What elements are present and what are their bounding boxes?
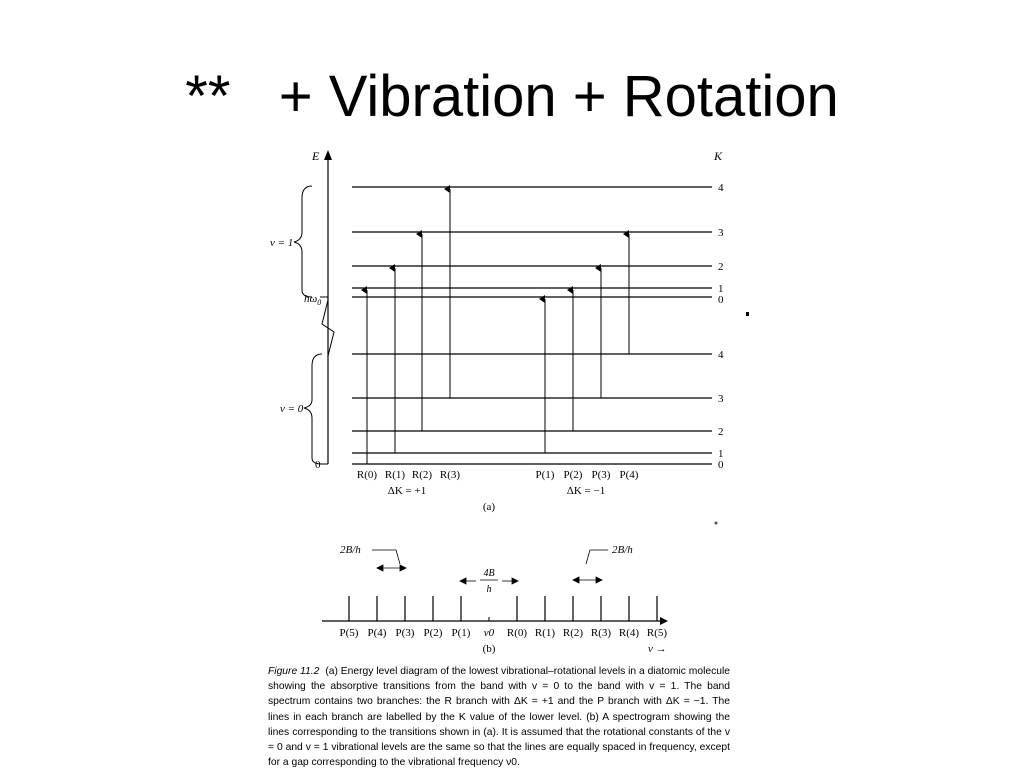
spectral-line-labels bbox=[340, 627, 668, 639]
spacing-left-label: 2B/h bbox=[340, 544, 361, 556]
spectral-label: P(1) bbox=[451, 627, 471, 639]
scan-speck bbox=[715, 522, 718, 525]
p-branch-label: P(3) bbox=[591, 469, 611, 481]
spectral-lines bbox=[349, 596, 657, 621]
spectral-label: P(4) bbox=[367, 627, 387, 639]
r-branch-label: R(2) bbox=[411, 469, 433, 481]
v0-label: v = 0 bbox=[280, 403, 304, 415]
p-branch-labels bbox=[536, 469, 639, 481]
upper-k-label: 1 bbox=[718, 283, 724, 295]
p-branch-label: P(1) bbox=[535, 469, 555, 481]
delta-r-label: ΔK = +1 bbox=[387, 485, 427, 497]
delta-p-label: ΔK = −1 bbox=[566, 485, 606, 497]
gap-annotation bbox=[460, 568, 518, 595]
p-branch-label: P(4) bbox=[619, 469, 639, 481]
lower-k-labels bbox=[718, 349, 724, 471]
frequency-axis-label: ν → bbox=[648, 643, 667, 655]
lower-k-label: 2 bbox=[718, 426, 724, 438]
part-b-label: (b) bbox=[482, 643, 496, 655]
frequency-axis bbox=[322, 617, 668, 625]
spacing-right-leader bbox=[586, 550, 608, 564]
upper-levels bbox=[352, 187, 712, 297]
r-branch-labels bbox=[357, 469, 461, 481]
lower-k-label: 4 bbox=[718, 349, 724, 361]
lower-k-label: 1 bbox=[718, 448, 724, 460]
k-header: K bbox=[714, 149, 723, 163]
gap-denominator: h bbox=[486, 584, 492, 595]
spectral-label: P(5) bbox=[339, 627, 359, 639]
energy-axis-label: E bbox=[312, 149, 320, 163]
r-branch-arrows bbox=[367, 189, 450, 464]
part-a-label: (a) bbox=[482, 501, 496, 513]
upper-k-label: 3 bbox=[718, 227, 724, 239]
lower-levels bbox=[352, 354, 712, 464]
figure-caption bbox=[268, 664, 730, 770]
upper-k-label: 4 bbox=[718, 182, 724, 194]
v1-label: v = 1 bbox=[270, 237, 294, 249]
scan-speck bbox=[746, 312, 749, 316]
figure-caption-label: Figure 11.2 bbox=[268, 666, 320, 677]
spectral-label: R(3) bbox=[590, 627, 612, 639]
diagram-b bbox=[322, 544, 668, 655]
spacing-right-label: 2B/h bbox=[612, 544, 633, 556]
spectral-label: R(0) bbox=[506, 627, 528, 639]
r-branch-label: R(0) bbox=[356, 469, 378, 481]
p-branch-label: P(2) bbox=[563, 469, 583, 481]
diagram-a bbox=[270, 149, 724, 513]
p-branch-arrows bbox=[545, 234, 629, 453]
figure-caption-text: (a) Energy level diagram of the lowest vibrational–rotational levels in a diatomic molecule showing the absorptive transitions from the band with v = 0 to the band with v = 1. The band spectrum contains two branches: the R branch with ΔK = +1 and the P branch with ΔK = −1. The lines in each branch are labelled by the K value of the lower level. (b) A spectrogram showing the lines corresponding to the transitions shown in (a). It is assumed that the rotational constants of the v = 0 and v = 1 vibrational levels are the same so that the lines are equally spaced in frequency, except for a gap corresponding to the vibrational frequency ν0. bbox=[268, 666, 730, 769]
spacing-right-arrow bbox=[573, 577, 602, 583]
spectral-label: R(5) bbox=[646, 627, 668, 639]
spacing-left-arrow bbox=[377, 565, 406, 571]
upper-k-label: 0 bbox=[718, 294, 724, 306]
upper-k-labels bbox=[718, 182, 724, 306]
spectral-label: P(3) bbox=[395, 627, 415, 639]
zero-label: 0 bbox=[315, 459, 321, 471]
r-branch-label: R(3) bbox=[439, 469, 461, 481]
lower-k-label: 0 bbox=[718, 459, 724, 471]
r-branch-label: R(1) bbox=[384, 469, 406, 481]
spectral-label: R(4) bbox=[618, 627, 640, 639]
slide-title: ** + Vibration + Rotation bbox=[185, 64, 839, 129]
brace-v0 bbox=[304, 354, 322, 464]
gap-numerator: 4B bbox=[483, 568, 495, 579]
spacing-left-leader bbox=[372, 550, 400, 564]
spectral-label: P(2) bbox=[423, 627, 443, 639]
lower-k-label: 3 bbox=[718, 393, 724, 405]
upper-k-label: 2 bbox=[718, 261, 724, 273]
hw0-label: $ħ\omega_0$ bbox=[304, 293, 322, 307]
spectral-label: R(1) bbox=[534, 627, 556, 639]
spectral-label: R(2) bbox=[562, 627, 584, 639]
brace-v1 bbox=[294, 186, 312, 297]
spectral-label-nu0: ν0 bbox=[483, 627, 495, 639]
